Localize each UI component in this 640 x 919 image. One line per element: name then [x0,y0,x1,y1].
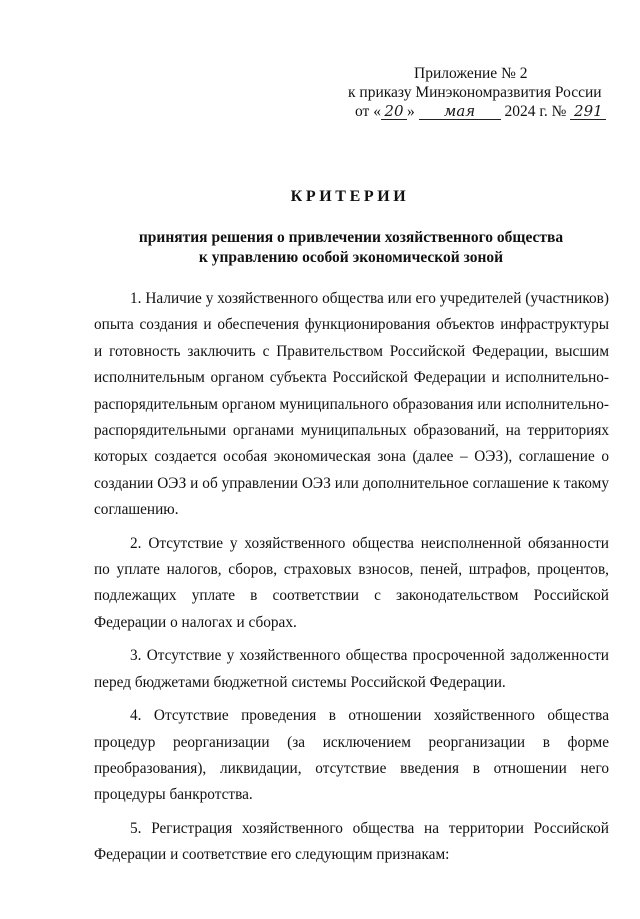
date-month-handwritten: мая [419,104,501,120]
date-day-handwritten: 20 [381,104,407,120]
annex-date-line [330,102,610,121]
date-mid: » [406,103,415,120]
criterion-1: 1. Наличие у хозяйственного общества или его учредителей (участников) опыта создания и обеспечения функционирования объектов инфраструктуры и готовность заключить с Правительством Российской Федерации, высшим исполнительным органом субъекта Российской Федерации и исполнительно-распорядительным органом муниципального образования или исполнительно-распорядительными органами муниципальных образований, на территориях которых создается особая экономическая зона (далее – ОЭЗ), соглашение о создании ОЭЗ и об управлении ОЭЗ или дополнительное соглашение к такому соглашению. [94,290,609,519]
criterion-3: 3. Отсутствие у хозяйственного общества просроченной задолженности перед бюджетами бюджетной системы Российской Федерации. [94,647,609,691]
subtitle-line-1: принятия решения о привлечении хозяйственного общества [138,229,564,246]
annex-number: Приложение № 2 [414,65,528,82]
criteria-list [94,286,609,876]
criterion-5: 5. Регистрация хозяйственного общества на территории Российской Федерации и соответствие его следующим признакам: [94,819,609,864]
criterion-2: 2. Отсутствие у хозяйственного общества неисполненной обязанности по уплате налогов, сборов, страховых взносов, пеней, штрафов, процентов, подлежащих уплате в соответствии с законодательством Российской Федерации о налогах и сборах. [94,534,609,631]
date-prefix: от « [355,103,381,120]
date-year-and-number-label: 2024 г. № [504,103,567,120]
annex-order-reference: к приказу Минэкономразвития России [348,84,602,101]
annex-block [330,64,610,121]
subtitle-line-2: к управлению особой экономической зоной [198,249,504,266]
order-number-handwritten: 291 [570,104,606,120]
document-title: КРИТЕРИИ [290,188,410,205]
document-subtitle [0,228,640,268]
criterion-4: 4. Отсутствие проведения в отношении хозяйственного общества процедур реорганизации (за исключением реорганизации в форме преобразования), ликвидации, отсутствие введения в отношении него процедуры банкротства. [94,707,609,804]
